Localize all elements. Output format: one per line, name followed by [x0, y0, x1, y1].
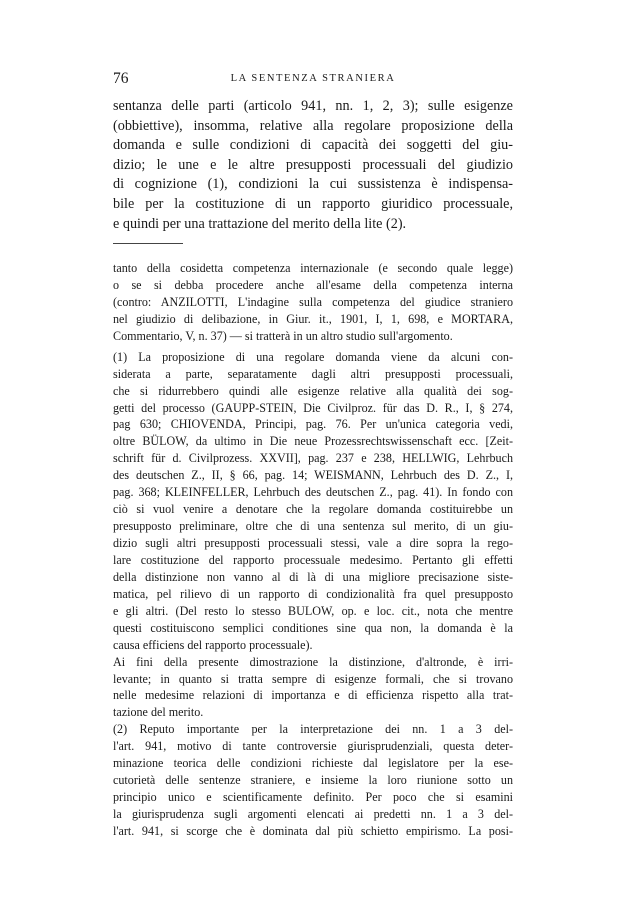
footnote-line: lare costituzione del rapporto processuale medesimo. Pertanto gli effetti: [113, 552, 513, 567]
text-line: di cognizione (1), condizioni la cui sussistenza è indispensa-: [113, 176, 513, 193]
footnote-line: presupposto preliminare, oltre che di una sentenza sul merito, di un giu-: [113, 519, 513, 534]
footnote-line: des deutschen Z., II, § 66, pag. 14; WEISMANN, Lehrbuch des D. Z., I,: [113, 468, 513, 483]
footnote-line: (2) Reputo importante per la interpretazione dei nn. 1 a 3 del-: [113, 722, 513, 737]
text-line: bile per la costituzione di un rapporto giuridico processuale,: [113, 195, 513, 212]
footnote-line: dizio sugli altri presupposti processuali stessi, vale a dire sopra la rego-: [113, 536, 513, 550]
text-line: sentanza delle parti (articolo 941, nn. 1, 2, 3); sulle esigenze: [113, 98, 513, 114]
footnote-line: matica, pel rilievo di un rapporto di condizionalità fra quel presupposto: [113, 586, 513, 601]
text-line: domanda e sulle condizioni di capacità dei soggetti del giu-: [113, 137, 513, 154]
main-text: [113, 97, 513, 234]
footnote-line: ciò si vuol venire a denotare che la regolare domanda costituirebbe un: [113, 502, 513, 517]
footnote-line: l'art. 941, si scorge che è dominata dal più schietto empirismo. La posi-: [113, 823, 513, 838]
footnote-separator: [113, 243, 183, 244]
text-line: e quindi per una trattazione del merito della lite (2).: [113, 215, 407, 232]
footnote-line: pag 630; CHIOVENDA, Principi, pag. 76. Per un'unica categoria vedi,: [113, 417, 513, 432]
page-number: 76: [113, 70, 129, 87]
footnote-line: questi costituiscono semplici conditiones sine qua non, la domanda è la: [113, 620, 513, 635]
footnote-line: pag. 368; KLEINFELLER, Lehrbuch des deutschen Z., pag. 41). In fondo con: [113, 485, 513, 500]
footnote-line: levante; in quanto si tratta sempre di esigenze formali, che si trovano: [113, 671, 513, 686]
footnote-line: minazione teorica delle condizioni richieste dal legislatore per la ese-: [113, 756, 513, 771]
page-header: [113, 70, 513, 88]
footnote-line: schrift für d. Civilprozess. XXVII], pag. 237 e 238, HELLWIG, Lehrbuch: [113, 451, 513, 466]
footnote-line: l'art. 941, motivo di tante controversie giurisprudenziali, questa deter-: [113, 739, 513, 754]
footnote-line: (contro: ANZILOTTI, L'indagine sulla competenza del giudice straniero: [113, 294, 513, 309]
footnote-line: Ai fini della presente dimostrazione la distinzione, d'altronde, è irri-: [113, 654, 513, 669]
footnote-line: che si ridurrebbero quindi alle esigenze relative alla qualità dei sog-: [113, 383, 513, 398]
footnote-line: causa efficiens del rapporto processuale).: [113, 637, 313, 652]
footnote-line: Commentario, V, n. 37) — si tratterà in un altro studio sull'argomento.: [113, 328, 453, 343]
running-title: LA SENTENZA STRANIERA: [230, 73, 396, 84]
footnotes: [113, 260, 513, 840]
footnote-line: tanto della cosidetta competenza internazionale (e secondo quale legge): [113, 261, 513, 275]
footnote-line: getti del processo (GAUPP-STEIN, Die Civilproz. für das D. R., I, § 274,: [113, 400, 513, 415]
footnote-line: della distinzione non vanno al di là di una migliore precisazione siste-: [113, 569, 513, 584]
footnote-line: cutorietà delle sentenze straniere, e insieme la loro riunione sotto un: [113, 773, 513, 788]
footnote-line: o se si debba procedere anche all'esame della competenza interna: [113, 277, 513, 292]
footnote-line: e gli altri. (Del resto lo stesso BULOW, op. e loc. cit., nota che mentre: [113, 603, 513, 618]
footnote-line: nel giudizio di delibazione, in Giur. it., 1901, I, 1, 698, e MORTARA,: [113, 311, 513, 326]
text-line: dizio; le une e le altre presupposti processuali del giudizio: [113, 156, 513, 173]
footnote-line: principio unico e scientificamente definito. Per poco che si esamini: [113, 790, 513, 805]
footnote-line: oltre BÜLOW, da ultimo in Die neue Prozessrechtswissenschaft ecc. [Zeit-: [113, 434, 513, 449]
text-line: (obbiettive), insomma, relative alla regolare proposizione della: [113, 117, 513, 134]
footnote-line: nelle medesime relazioni di importanza e di efficienza rispetto alla trat-: [113, 688, 513, 703]
footnote-line: (1) La proposizione di una regolare domanda viene da alcuni con-: [113, 349, 513, 364]
footnote-line: siderata a parte, separatamente dagli altri presupposti processuali,: [113, 366, 513, 381]
footnote-line: tazione del merito.: [113, 705, 204, 720]
footnote-line: la giurisprudenza sugli argomenti elencati ai predetti nn. 1 a 3 del-: [113, 807, 513, 821]
